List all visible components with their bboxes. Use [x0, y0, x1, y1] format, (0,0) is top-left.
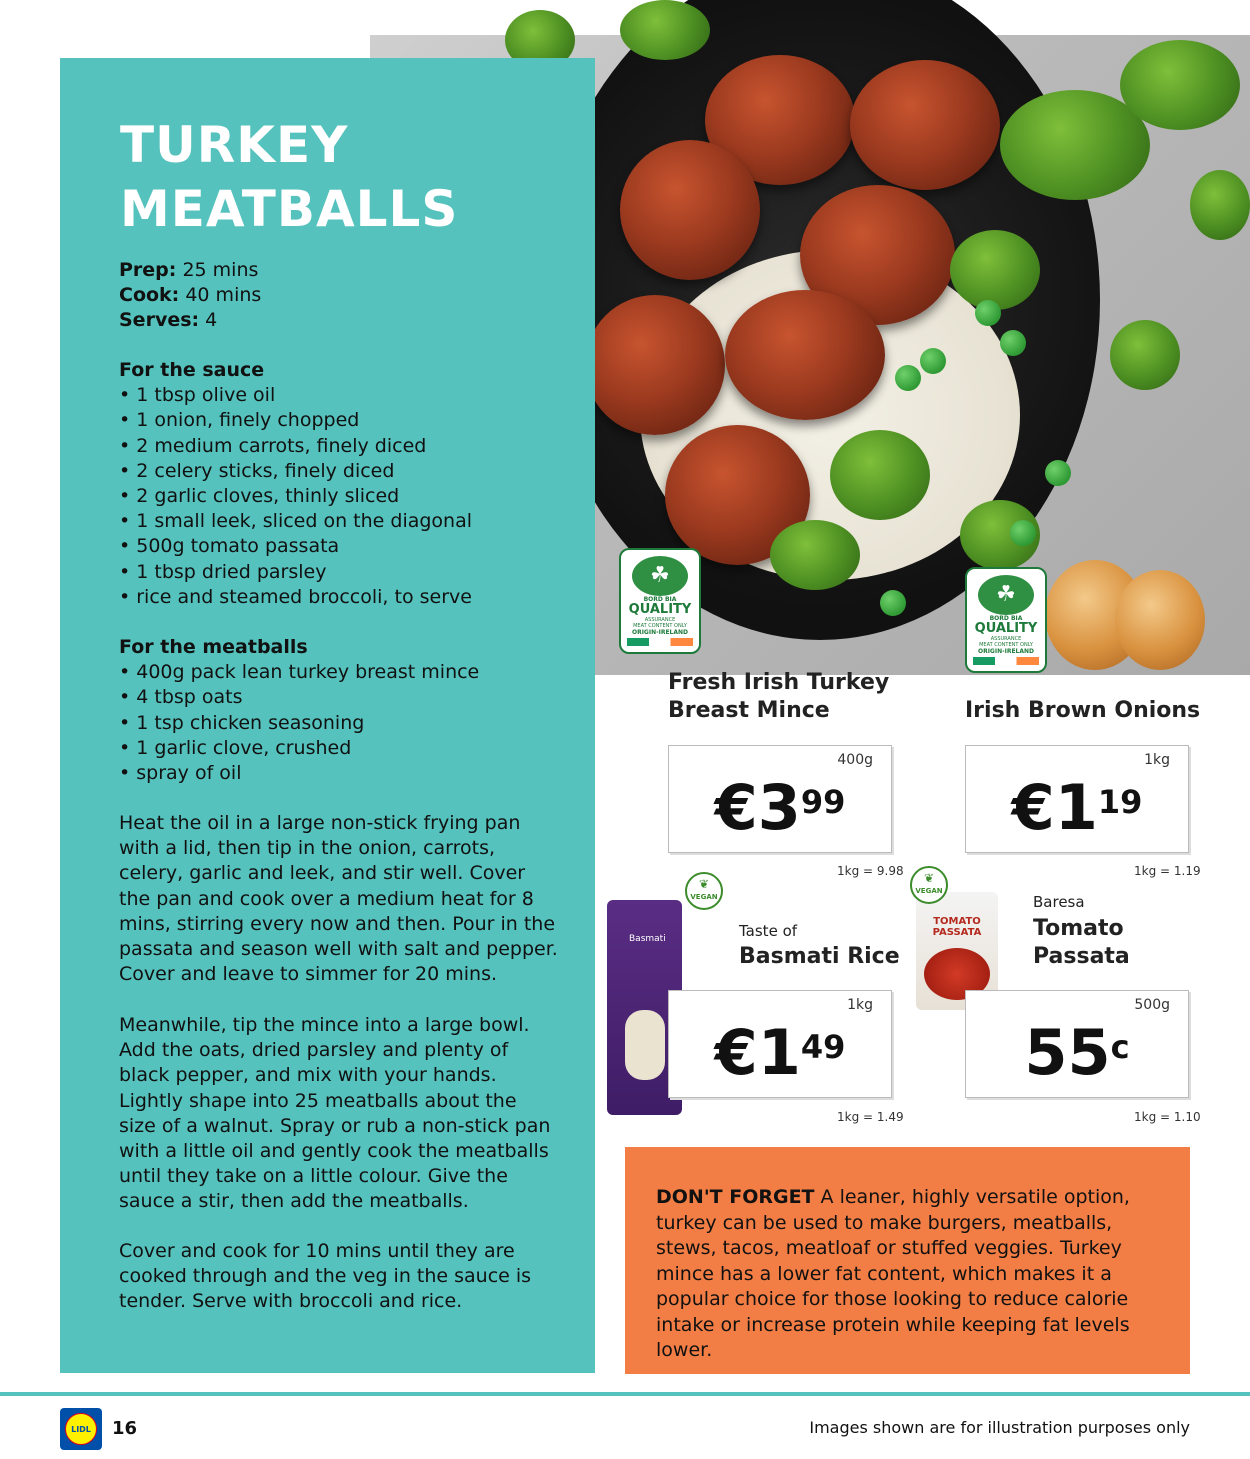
meatball-image	[850, 60, 1000, 190]
rice-pack-label: Basmati	[629, 934, 666, 944]
footer-divider	[0, 1392, 1250, 1396]
turkey-unit-price: 1kg = 9.98	[837, 864, 904, 878]
prep-time	[119, 258, 261, 283]
ingredient: • spray of oil	[119, 761, 479, 786]
leaf-icon: ❦	[698, 877, 710, 891]
ingredient: • 500g tomato passata	[119, 534, 472, 559]
price-cents: 49	[800, 1028, 846, 1066]
method-step-2: Meanwhile, tip the mince into a large bowl. Add the oats, dried parsley and plenty of black pepper, and mix with your hands. Lightly shape into 25 meatballs about the size of a walnut. Spray or rub a non-stick pan with a little oil and gently cook the meatballs until they take on a little colour. Give the sauce a stir, then add the meatballs.	[119, 1014, 551, 1213]
shamrock-icon: ☘	[978, 575, 1034, 615]
rice-unit-price: 1kg = 1.49	[837, 1110, 904, 1124]
irish-flag-icon	[627, 638, 693, 646]
meatball-image	[585, 295, 725, 435]
sauce-section	[119, 358, 472, 610]
vegan-badge	[910, 866, 948, 904]
ingredient: • 1 tsp chicken seasoning	[119, 711, 479, 736]
ingredient: • 1 garlic clove, crushed	[119, 736, 479, 761]
onions-unit-price: 1kg = 1.19	[1134, 864, 1201, 878]
lidl-logo	[60, 1408, 102, 1450]
broccoli-image	[770, 520, 860, 590]
dont-forget-box	[625, 1147, 1190, 1374]
price-main: €1	[714, 1016, 801, 1089]
rice-size: 1kg	[847, 997, 873, 1013]
passata-product-name	[1033, 915, 1130, 971]
leaf-icon: ❦	[923, 871, 935, 885]
passata-name-line2: Passata	[1033, 944, 1130, 969]
pea-image	[1045, 460, 1071, 486]
disclaimer: Images shown are for illustration purposes only	[809, 1418, 1190, 1437]
pea-image	[1000, 330, 1026, 356]
turkey-size: 400g	[837, 752, 873, 768]
passata-unit-price: 1kg = 1.10	[1134, 1110, 1201, 1124]
rice-price	[669, 1013, 891, 1093]
vegan-label: VEGAN	[690, 893, 718, 901]
vegan-label: VEGAN	[915, 887, 943, 895]
qa-note: MEAT CONTENT ONLY	[979, 642, 1033, 648]
pea-image	[895, 365, 921, 391]
ingredient: • 2 garlic cloves, thinly sliced	[119, 484, 472, 509]
recipe-title-line2: MEATBALLS	[120, 180, 459, 238]
turkey-product-name	[668, 669, 889, 725]
turkey-price	[669, 768, 891, 848]
qa-top: BORD BIA	[643, 596, 677, 603]
recipe-panel	[60, 58, 595, 1373]
meatball-image	[725, 290, 885, 420]
broccoli-image	[830, 430, 930, 520]
cook-label: Cook:	[119, 284, 180, 306]
cook-value: 40 mins	[185, 284, 262, 306]
turkey-name-line1: Fresh Irish Turkey	[668, 670, 890, 695]
pea-image	[1010, 520, 1036, 546]
prep-label: Prep:	[119, 259, 177, 281]
sauce-heading: For the sauce	[119, 359, 265, 381]
vegan-badge	[685, 872, 723, 910]
passata-price	[966, 1013, 1188, 1093]
lidl-logo-mark: LIDL	[65, 1413, 97, 1445]
dont-forget-body: A leaner, highly versatile option, turkey can be used to make burgers, meatballs, stews, tacos, meatloaf or stuffed veggies. Turkey mince has a lower fat content, which makes it a popular choice for those looking to reduce calorie intake or increase protein while keeping fat levels lower.	[656, 1186, 1130, 1361]
meatballs-section	[119, 635, 479, 786]
onions-product-name: Irish Brown Onions	[965, 698, 1201, 723]
ingredient: • 2 celery sticks, finely diced	[119, 459, 472, 484]
ingredient: • 1 small leek, sliced on the diagonal	[119, 509, 472, 534]
cook-time	[119, 283, 261, 308]
recipe-meta	[119, 258, 261, 333]
prep-value: 25 mins	[182, 259, 259, 281]
irish-flag-icon	[973, 657, 1039, 665]
qa-note: MEAT CONTENT ONLY	[633, 623, 687, 629]
sauce-ingredients	[119, 383, 472, 610]
dont-forget-label: DON'T FORGET	[656, 1186, 815, 1208]
ingredient: • rice and steamed broccoli, to serve	[119, 585, 472, 610]
serves-label: Serves:	[119, 309, 200, 331]
passata-price-box	[965, 990, 1189, 1098]
qa-main: QUALITY	[974, 621, 1038, 636]
price-main: €3	[714, 771, 801, 844]
serves	[119, 308, 261, 333]
price-main: 55	[1024, 1016, 1111, 1089]
quality-assurance-badge	[965, 567, 1047, 673]
onions-price-box	[965, 745, 1189, 853]
meatballs-heading: For the meatballs	[119, 636, 308, 658]
qa-origin: ORIGIN-IRELAND	[977, 648, 1035, 655]
serves-value: 4	[205, 309, 218, 331]
qa-sub: ASSURANCE	[644, 617, 676, 623]
qa-main: QUALITY	[628, 602, 692, 617]
ingredient: • 4 tbsp oats	[119, 685, 479, 710]
turkey-name-line2: Breast Mince	[668, 698, 830, 723]
ingredient: • 400g pack lean turkey breast mince	[119, 660, 479, 685]
qa-origin: ORIGIN-IRELAND	[631, 629, 689, 636]
passata-brand: Baresa	[1033, 893, 1085, 911]
broccoli-image	[950, 230, 1040, 310]
broccoli-image	[1110, 320, 1180, 390]
ingredient: • 1 tbsp dried parsley	[119, 560, 472, 585]
qa-sub: ASSURANCE	[990, 636, 1022, 642]
onion-image	[1115, 570, 1205, 670]
shamrock-icon: ☘	[632, 556, 688, 596]
method-step-1: Heat the oil in a large non-stick frying pan with a lid, then tip in the onion, carrots, celery, garlic and leek, and stir well. Cover the pan and cook over a medium heat for 8 mins, stirring every now and then. Pour in the passata and season well with salt and pepper. Cover and leave to simmer for 20 mins.	[119, 812, 558, 986]
dont-forget-text	[656, 1185, 1166, 1364]
onions-price	[966, 768, 1188, 848]
rice-price-box	[668, 990, 892, 1098]
pea-image	[880, 590, 906, 616]
pea-image	[920, 348, 946, 374]
broccoli-image	[1120, 40, 1240, 130]
price-main: €1	[1011, 771, 1098, 844]
quality-assurance-badge	[619, 548, 701, 654]
ingredient: • 2 medium carrots, finely diced	[119, 434, 472, 459]
ingredient: • 1 tbsp olive oil	[119, 383, 472, 408]
method-step-3: Cover and cook for 10 mins until they are cooked through and the veg in the sauce is tender. Serve with broccoli and rice.	[119, 1240, 532, 1313]
passata-size: 500g	[1134, 997, 1170, 1013]
price-cents: c	[1110, 1028, 1130, 1066]
broccoli-image	[620, 0, 710, 60]
recipe-title-line1: TURKEY	[120, 116, 349, 174]
price-cents: 19	[1097, 783, 1143, 821]
recipe-title	[120, 113, 458, 241]
price-cents: 99	[800, 783, 846, 821]
passata-name-line1: Tomato	[1033, 916, 1124, 941]
page-number: 16	[112, 1418, 138, 1439]
qa-top: BORD BIA	[989, 615, 1023, 622]
meatball-ingredients	[119, 660, 479, 786]
ingredient: • 1 onion, finely chopped	[119, 408, 472, 433]
passata-pack-label: TOMATO PASSATA	[932, 916, 982, 938]
rice-product-name: Basmati Rice	[739, 944, 900, 969]
meatball-image	[620, 140, 760, 280]
onions-size: 1kg	[1144, 752, 1170, 768]
broccoli-image	[1190, 170, 1250, 240]
turkey-price-box	[668, 745, 892, 853]
rice-pack-window	[625, 1010, 665, 1080]
pea-image	[975, 300, 1001, 326]
rice-brand: Taste of	[739, 922, 798, 940]
